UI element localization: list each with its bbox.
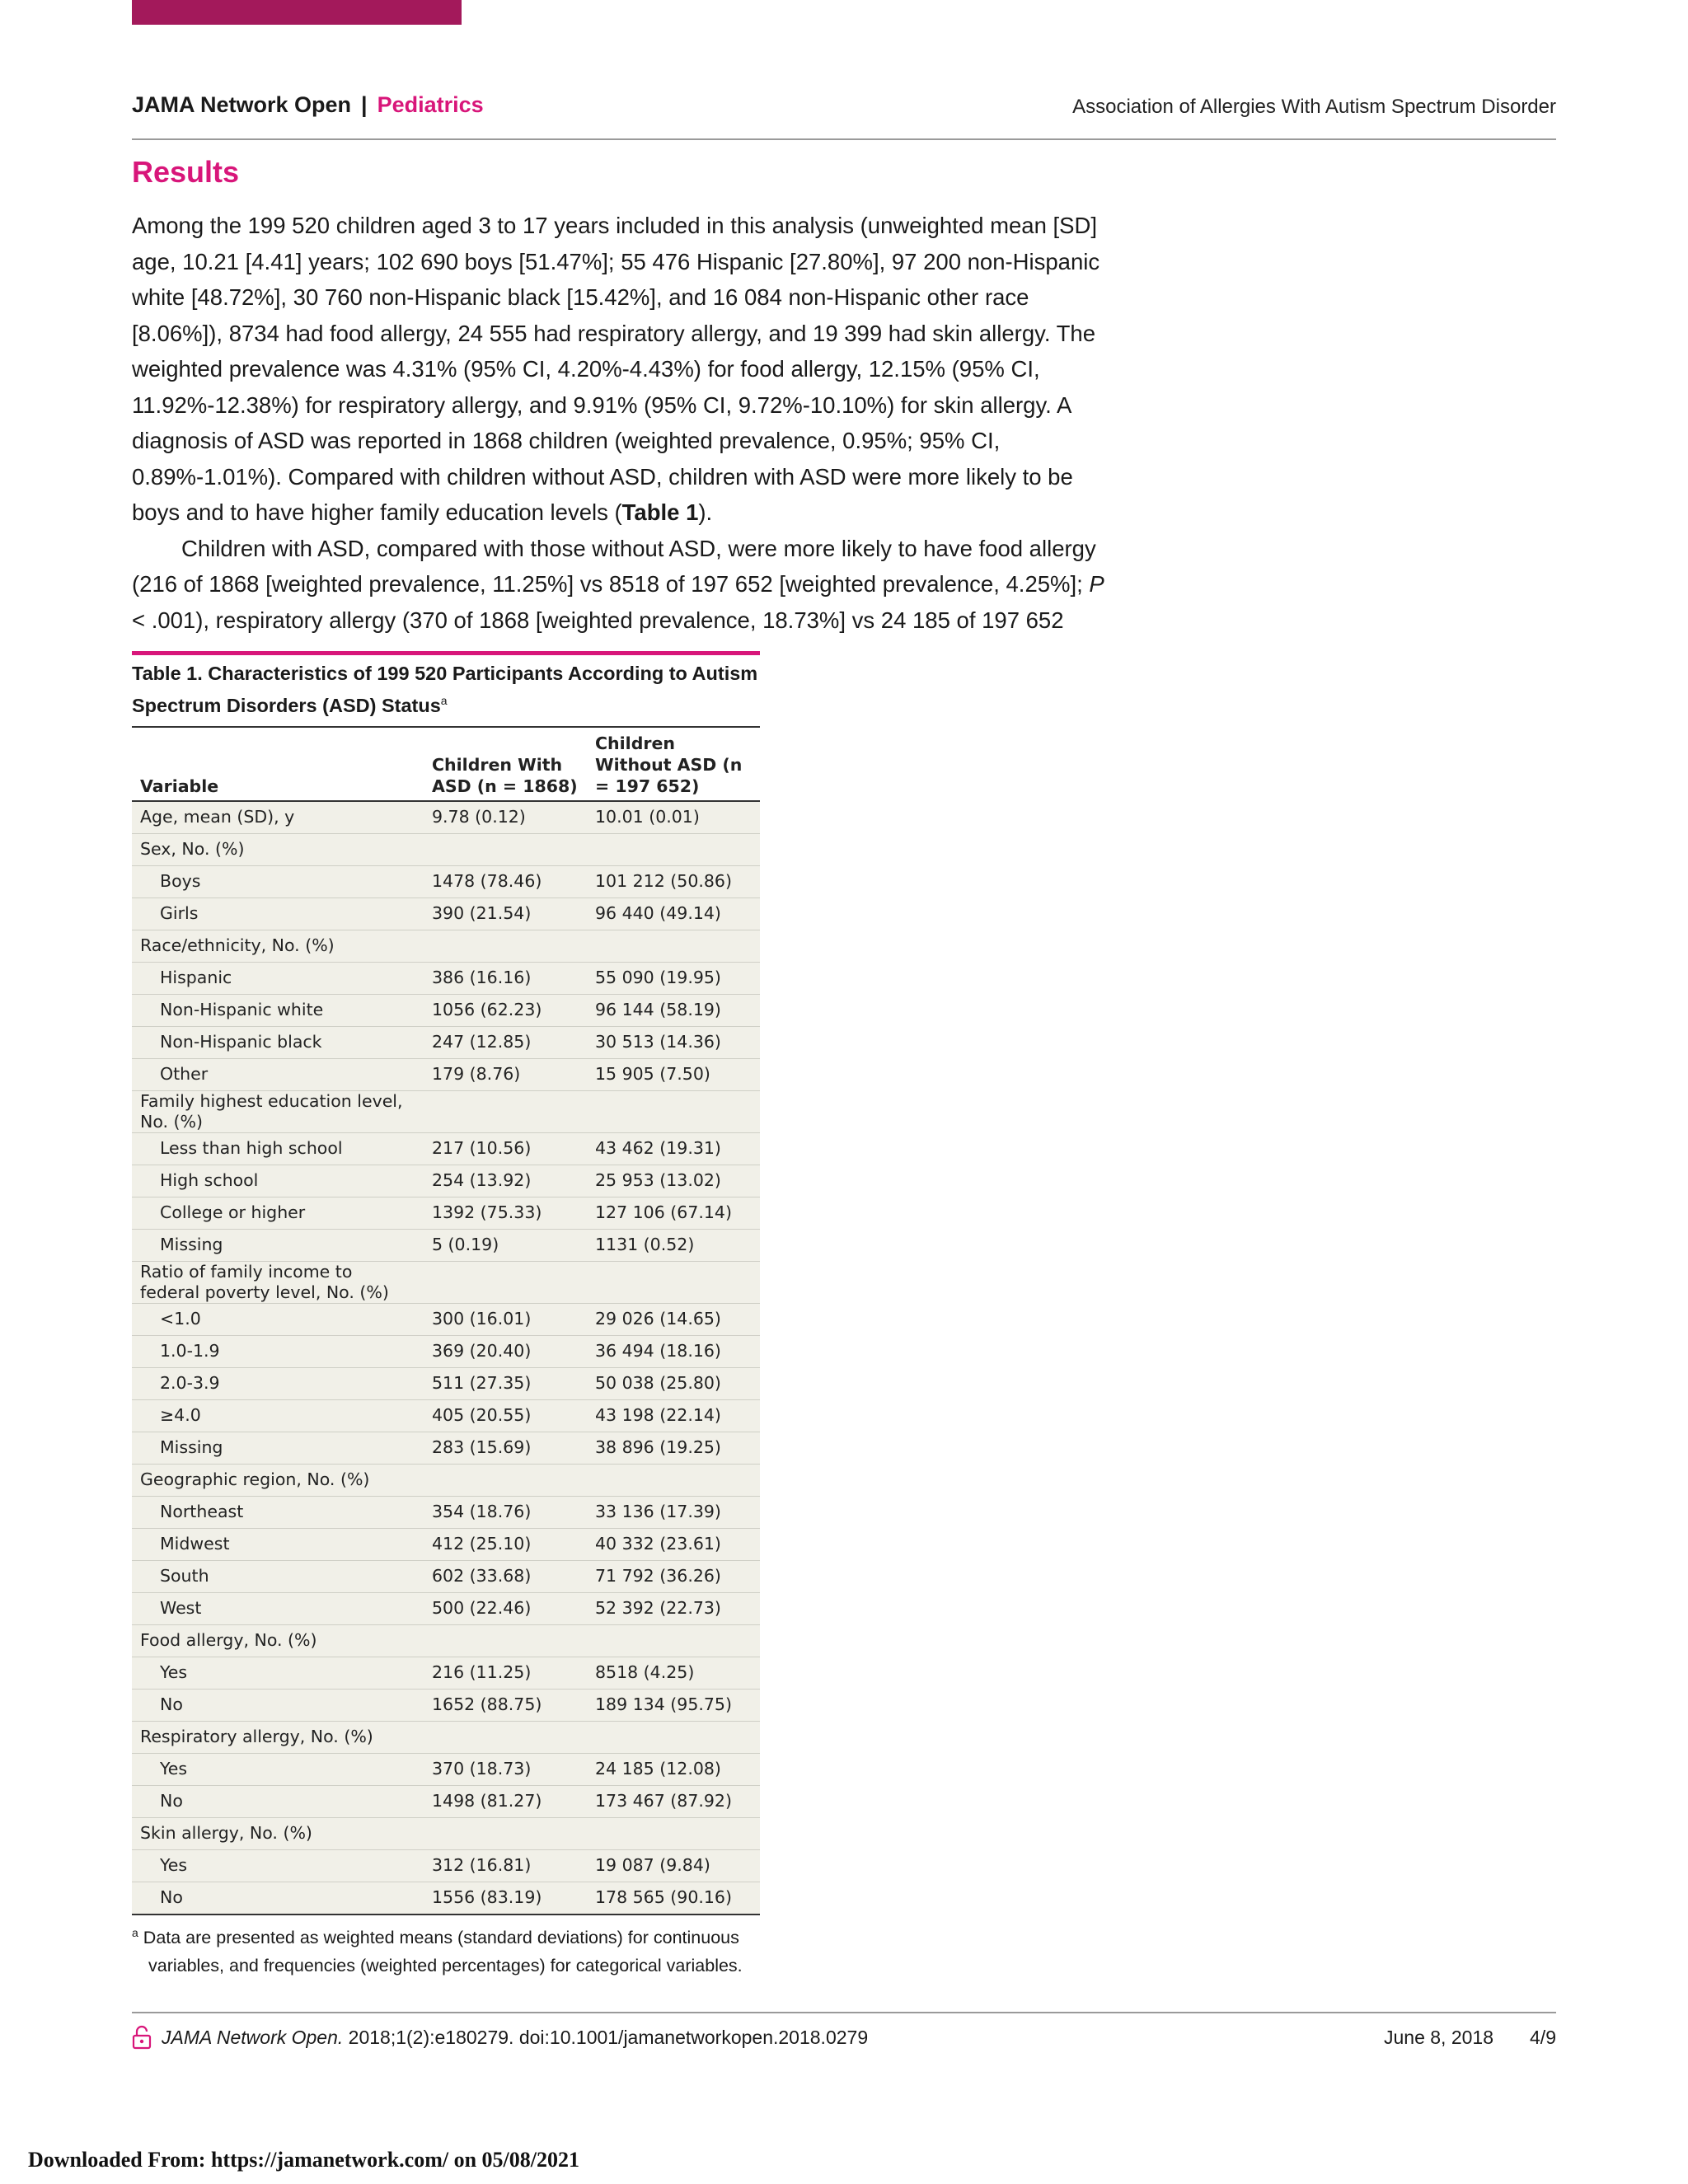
row-label: South	[132, 1560, 424, 1592]
results-paragraph-1	[132, 208, 1104, 531]
cell-without-asd	[587, 1090, 760, 1132]
cell-with-asd: 300 (16.01)	[424, 1303, 587, 1335]
row-label: Non-Hispanic black	[132, 1026, 424, 1058]
table-row	[132, 1058, 760, 1090]
cell-without-asd: 15 905 (7.50)	[587, 1058, 760, 1090]
table-row	[132, 1785, 760, 1817]
row-label: Ratio of family income to federal poverty level, No. (%)	[132, 1261, 424, 1303]
footer-citation-text[interactable]: 2018;1(2):e180279. doi:10.1001/jamanetworkopen.2018.0279	[343, 2027, 869, 2048]
cell-without-asd: 33 136 (17.39)	[587, 1496, 760, 1528]
row-label: Food allergy, No. (%)	[132, 1624, 424, 1657]
table-row	[132, 1303, 760, 1335]
table-row	[132, 994, 760, 1026]
footnote-text: Data are presented as weighted means (standard deviations) for continuous variables, and frequencies (weighted percentages) for categorical variables.	[143, 1927, 743, 1975]
cell-with-asd	[424, 1261, 587, 1303]
cell-without-asd: 55 090 (19.95)	[587, 962, 760, 994]
cell-with-asd	[424, 1721, 587, 1753]
cell-with-asd	[424, 1817, 587, 1849]
header-without-asd: Children Without ASD (n = 197 652)	[587, 727, 760, 801]
p-value-symbol: P	[1089, 571, 1104, 597]
row-label: Non-Hispanic white	[132, 994, 424, 1026]
table-row	[132, 962, 760, 994]
cell-without-asd: 38 896 (19.25)	[587, 1432, 760, 1464]
cell-with-asd: 1056 (62.23)	[424, 994, 587, 1026]
row-label: 2.0-3.9	[132, 1367, 424, 1399]
cell-with-asd: 1556 (83.19)	[424, 1882, 587, 1915]
cell-without-asd: 178 565 (90.16)	[587, 1882, 760, 1915]
row-label: ≥4.0	[132, 1399, 424, 1432]
cell-without-asd: 173 467 (87.92)	[587, 1785, 760, 1817]
row-label: <1.0	[132, 1303, 424, 1335]
cell-with-asd: 390 (21.54)	[424, 898, 587, 930]
row-label: 1.0-1.9	[132, 1335, 424, 1367]
cell-with-asd: 283 (15.69)	[424, 1432, 587, 1464]
header-variable: Variable	[132, 727, 424, 801]
table-footnote	[132, 1919, 760, 1980]
cell-with-asd: 9.78 (0.12)	[424, 801, 587, 834]
table-row	[132, 801, 760, 834]
table-row	[132, 1721, 760, 1753]
characteristics-table	[132, 726, 760, 1915]
table-row	[132, 1165, 760, 1197]
paragraph-1-text: Among the 199 520 children aged 3 to 17 years included in this analysis (unweighted mean [SD] age, 10.21 [4.41] years; 102 690 boys [51.47%]; 55 476 Hispanic [27.80%], 97 200 non-Hispanic white [48.72%], 30 760 non-Hispanic black [15.42%], and 16 084 non-Hispanic other race [8.06%]), 8734 had food allergy, 24 555 had respiratory allergy, and 19 399 had skin allergy. The weighted prevalence was 4.31% (95% CI, 4.20%-4.43%) for food allergy, 12.15% (95% CI, 11.92%-12.38%) for respiratory allergy, and 9.91% (95% CI, 9.72%-10.10%) for skin allergy. A diagnosis of ASD was reported in 1868 children (weighted prevalence, 0.95%; 95% CI, 0.89%-1.01%). Compared with children without ASD, children with ASD were more likely to be boys and to have higher family education levels (	[132, 213, 1100, 525]
section-name: Pediatrics	[377, 92, 484, 117]
table-1	[132, 651, 760, 1980]
table-body	[132, 801, 760, 1915]
cell-with-asd: 179 (8.76)	[424, 1058, 587, 1090]
row-label: Respiratory allergy, No. (%)	[132, 1721, 424, 1753]
cell-with-asd: 511 (27.35)	[424, 1367, 587, 1399]
cell-with-asd: 369 (20.40)	[424, 1335, 587, 1367]
cell-with-asd: 1478 (78.46)	[424, 865, 587, 898]
cell-without-asd: 10.01 (0.01)	[587, 801, 760, 834]
table-row	[132, 1624, 760, 1657]
row-label: No	[132, 1785, 424, 1817]
cell-without-asd: 29 026 (14.65)	[587, 1303, 760, 1335]
row-label: Race/ethnicity, No. (%)	[132, 930, 424, 962]
header-separator: |	[361, 92, 368, 117]
cell-with-asd: 1652 (88.75)	[424, 1689, 587, 1721]
table-row	[132, 1496, 760, 1528]
row-label: West	[132, 1592, 424, 1624]
cell-with-asd: 602 (33.68)	[424, 1560, 587, 1592]
table-row	[132, 1689, 760, 1721]
cell-without-asd: 52 392 (22.73)	[587, 1592, 760, 1624]
paragraph-2-end: < .001), respiratory allergy (370 of 1868 [weighted prevalence, 18.73%] vs 24 185 of 197 652	[132, 607, 1064, 633]
table-header-row	[132, 727, 760, 801]
table-top-rule	[132, 651, 760, 655]
row-label: Family highest education level, No. (%)	[132, 1090, 424, 1132]
cell-without-asd: 43 198 (22.14)	[587, 1399, 760, 1432]
cell-without-asd: 43 462 (19.31)	[587, 1132, 760, 1165]
row-label: Northeast	[132, 1496, 424, 1528]
cell-without-asd: 40 332 (23.61)	[587, 1528, 760, 1560]
table-row	[132, 1528, 760, 1560]
row-label: No	[132, 1689, 424, 1721]
cell-with-asd: 1392 (75.33)	[424, 1197, 587, 1229]
row-label: No	[132, 1882, 424, 1915]
cell-with-asd: 500 (22.46)	[424, 1592, 587, 1624]
table-row	[132, 898, 760, 930]
page-number: 4/9	[1530, 2027, 1556, 2048]
top-color-bar	[132, 0, 462, 25]
row-label: Sex, No. (%)	[132, 833, 424, 865]
table-row	[132, 1026, 760, 1058]
page-header	[132, 92, 1556, 140]
table-row	[132, 1849, 760, 1882]
row-label: Hispanic	[132, 962, 424, 994]
cell-with-asd	[424, 1464, 587, 1496]
table-row	[132, 1592, 760, 1624]
cell-with-asd: 247 (12.85)	[424, 1026, 587, 1058]
cell-with-asd: 354 (18.76)	[424, 1496, 587, 1528]
cell-without-asd: 189 134 (95.75)	[587, 1689, 760, 1721]
cell-without-asd	[587, 833, 760, 865]
cell-without-asd: 50 038 (25.80)	[587, 1367, 760, 1399]
journal-name: JAMA Network Open	[132, 92, 352, 117]
cell-without-asd: 19 087 (9.84)	[587, 1849, 760, 1882]
table-row	[132, 1229, 760, 1261]
table-row	[132, 1335, 760, 1367]
table-row	[132, 1657, 760, 1689]
table-title	[132, 660, 760, 719]
table-row	[132, 1432, 760, 1464]
results-paragraph-2	[132, 531, 1104, 639]
cell-without-asd: 71 792 (36.26)	[587, 1560, 760, 1592]
cell-with-asd	[424, 1624, 587, 1657]
table-row	[132, 1197, 760, 1229]
row-label: Boys	[132, 865, 424, 898]
row-label: Missing	[132, 1432, 424, 1464]
cell-with-asd: 312 (16.81)	[424, 1849, 587, 1882]
cell-without-asd: 36 494 (18.16)	[587, 1335, 760, 1367]
row-label: Midwest	[132, 1528, 424, 1560]
row-label: High school	[132, 1165, 424, 1197]
row-label: Yes	[132, 1753, 424, 1785]
paragraph-2-text: Children with ASD, compared with those without ASD, were more likely to have food allergy (216 of 1868 [weighted prevalence, 11.25%] vs 8518 of 197 652 [weighted prevalence, 4.25%];	[132, 535, 1096, 597]
row-label: Yes	[132, 1849, 424, 1882]
cell-without-asd: 127 106 (67.14)	[587, 1197, 760, 1229]
cell-without-asd	[587, 1817, 760, 1849]
cell-without-asd	[587, 1624, 760, 1657]
footer-date: June 8, 2018	[1383, 2027, 1493, 2048]
cell-without-asd: 96 144 (58.19)	[587, 994, 760, 1026]
table-row	[132, 1367, 760, 1399]
table-row	[132, 1090, 760, 1132]
row-label: Girls	[132, 898, 424, 930]
table-1-reference[interactable]: Table 1	[621, 499, 699, 525]
download-note: Downloaded From: https://jamanetwork.com/ on 05/08/2021	[28, 2148, 580, 2172]
table-row	[132, 1132, 760, 1165]
cell-with-asd	[424, 930, 587, 962]
table-row	[132, 1261, 760, 1303]
row-label: College or higher	[132, 1197, 424, 1229]
page-footer	[132, 2012, 1556, 2055]
row-label: Less than high school	[132, 1132, 424, 1165]
cell-with-asd: 370 (18.73)	[424, 1753, 587, 1785]
cell-without-asd: 96 440 (49.14)	[587, 898, 760, 930]
results-body	[132, 208, 1104, 638]
journal-header	[132, 92, 484, 118]
cell-with-asd: 1498 (81.27)	[424, 1785, 587, 1817]
footnote-mark: a	[132, 1925, 138, 1939]
open-access-lock-icon	[132, 2025, 152, 2050]
table-row	[132, 833, 760, 865]
cell-without-asd	[587, 1721, 760, 1753]
results-heading: Results	[132, 155, 240, 189]
table-row	[132, 1753, 760, 1785]
cell-without-asd: 25 953 (13.02)	[587, 1165, 760, 1197]
table-row	[132, 1464, 760, 1496]
cell-without-asd: 24 185 (12.08)	[587, 1753, 760, 1785]
cell-with-asd: 386 (16.16)	[424, 962, 587, 994]
row-label: Other	[132, 1058, 424, 1090]
row-label: Geographic region, No. (%)	[132, 1464, 424, 1496]
cell-without-asd	[587, 930, 760, 962]
table-row	[132, 1560, 760, 1592]
cell-with-asd	[424, 833, 587, 865]
row-label: Missing	[132, 1229, 424, 1261]
cell-with-asd: 5 (0.19)	[424, 1229, 587, 1261]
table-title-text: Table 1. Characteristics of 199 520 Participants According to Autism Spectrum Disorders (ASD) Status	[132, 663, 758, 716]
cell-with-asd: 412 (25.10)	[424, 1528, 587, 1560]
cell-with-asd: 405 (20.55)	[424, 1399, 587, 1432]
cell-without-asd	[587, 1261, 760, 1303]
cell-with-asd: 254 (13.92)	[424, 1165, 587, 1197]
table-row	[132, 930, 760, 962]
row-label: Skin allergy, No. (%)	[132, 1817, 424, 1849]
running-title: Association of Allergies With Autism Spectrum Disorder	[1072, 96, 1556, 118]
cell-without-asd: 1131 (0.52)	[587, 1229, 760, 1261]
paragraph-1-end: ).	[698, 499, 713, 525]
row-label: Age, mean (SD), y	[132, 801, 424, 834]
cell-with-asd: 216 (11.25)	[424, 1657, 587, 1689]
cell-with-asd: 217 (10.56)	[424, 1132, 587, 1165]
table-title-footnote-mark: a	[440, 694, 448, 707]
cell-without-asd: 30 513 (14.36)	[587, 1026, 760, 1058]
table-row	[132, 1399, 760, 1432]
cell-without-asd: 8518 (4.25)	[587, 1657, 760, 1689]
row-label: Yes	[132, 1657, 424, 1689]
cell-without-asd	[587, 1464, 760, 1496]
table-row	[132, 865, 760, 898]
table-row	[132, 1817, 760, 1849]
header-with-asd: Children With ASD (n = 1868)	[424, 727, 587, 801]
cell-without-asd: 101 212 (50.86)	[587, 865, 760, 898]
footer-citation	[162, 2027, 868, 2049]
footer-journal: JAMA Network Open.	[162, 2027, 344, 2048]
cell-with-asd	[424, 1090, 587, 1132]
table-row	[132, 1882, 760, 1915]
